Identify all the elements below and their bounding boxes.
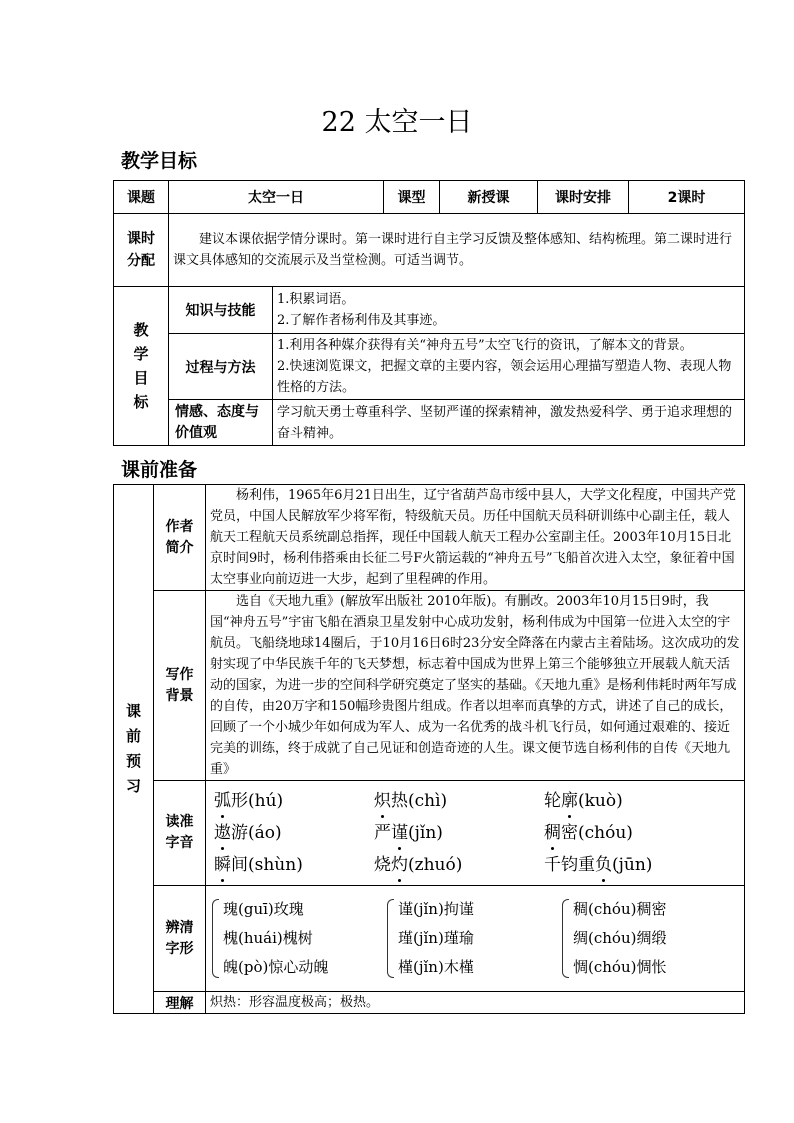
- prep-side-label: 课前预习: [114, 485, 154, 1014]
- understand-text: 炽热：形容温度极高；极热。: [206, 992, 745, 1014]
- reading-item: 弧形(hú): [214, 787, 374, 815]
- background-label: 写作背景: [154, 591, 206, 781]
- prep-table: [113, 484, 745, 1014]
- schedule-label: 课时安排: [538, 181, 629, 214]
- brace-icon: [212, 899, 219, 978]
- background-text: 选自《天地九重》(解放军出版社 2010年版)。有删改。2003年10月15日9时，我国“神舟五号”宇宙飞船在酒泉卫星发射中心成功发射，杨利伟成为中国第一位进入太空的宇航员。飞船绕地球14圈后，于10月16日6时23分安全降落在内蒙古主着陆场。这次成功的发射实现了中华民族千年的飞天梦想，标志着中国成为世界上第三个能够独立开展载人航天活动的国家，为进一步的空间科学研究奠定了坚实的基础。《天地九重》是杨利伟耗时两年写成的自传，由20万字和150幅珍贵图片组成。作者以坦率而真挚的方式，讲述了自己的成长，回顾了一个小城少年如何成为军人、成为一名优秀的战斗机飞行员，如何通过艰难的、接近完美的训练，终于成就了自己见证和创造奇迹的人生。课文便节选自杨利伟的自传《天地九重》: [206, 591, 745, 781]
- objective-knowledge: [273, 287, 745, 334]
- char-group: [212, 895, 387, 982]
- objective-line: 2.快速浏览课文，把握文章的主要内容，领会运用心理描写塑造人物、表现人物性格的方法。: [277, 359, 732, 395]
- author-label: 作者简介: [154, 485, 206, 591]
- reading-item: 稠密(chóu): [544, 819, 714, 847]
- char-item: 谨(jǐn)拘谨: [398, 900, 474, 918]
- objective-label-knowledge: 知识与技能: [169, 287, 273, 334]
- char-item: 稠(chóu)稠密: [573, 900, 667, 918]
- char-item: 魄(pò)惊心动魄: [223, 958, 329, 976]
- char-item: 惆(chóu)惆怅: [573, 958, 667, 976]
- char-group: [562, 895, 737, 982]
- objectives-label: 教学目标: [114, 287, 169, 446]
- author-text: 杨利伟，1965年6月21日出生，辽宁省葫芦岛市绥中县人，大学文化程度，中国共产党党员，中国人民解放军少将军衔，特级航天员。历任中国航天员科研训练中心副主任，载人航天工程航天员系统副总指挥，现任中国载人航天工程办公室副主任。2003年10月15日北京时间9时，杨利伟搭乘由长征二号F火箭运载的“神舟五号”飞船首次进入太空，象征着中国太空事业向前迈进一大步，起到了里程碑的作用。: [206, 485, 745, 591]
- topic-value: 太空一日: [169, 181, 384, 214]
- schedule-value: 2课时: [629, 181, 745, 214]
- understand-label: 理解: [154, 992, 206, 1014]
- reading-item: 瞬间(shùn): [214, 851, 374, 879]
- reading-item: 严谨(jǐn): [374, 819, 544, 847]
- char-item: 槐(huái)槐树: [223, 929, 313, 947]
- objective-label-process: 过程与方法: [169, 334, 273, 400]
- goals-table: [113, 180, 745, 446]
- topic-label: 课题: [114, 181, 169, 214]
- distinguish-groups: [206, 891, 744, 986]
- distinguish-cell: [206, 886, 745, 992]
- char-item: 绸(chóu)绸缎: [573, 929, 667, 947]
- char-item: 槿(jǐn)木槿: [398, 958, 474, 976]
- reading-cell: [206, 781, 745, 886]
- reading-item: 烧灼(zhuó): [374, 851, 544, 879]
- section-heading-prep: 课前准备: [121, 459, 198, 481]
- section-heading-goals: 教学目标: [121, 150, 198, 172]
- char-item: 瑾(jǐn)瑾瑜: [398, 929, 474, 947]
- type-label: 课型: [384, 181, 440, 214]
- allocation-text: 建议本课依据学情分课时。第一课时进行自主学习反馈及整体感知、结构梳理。第二课时进行课文具体感知的交流展示及当堂检测。可适当调节。: [169, 214, 745, 287]
- char-group: [387, 895, 562, 982]
- distinguish-label: 辨清字形: [154, 886, 206, 992]
- reading-item: 遨游(áo): [214, 819, 374, 847]
- reading-grid: [206, 781, 744, 885]
- objective-label-emotion: 情感、态度与价值观: [169, 400, 273, 446]
- objective-emotion: 学习航天勇士尊重科学、坚韧严谨的探索精神，激发热爱科学、勇于追求理想的奋斗精神。: [273, 400, 745, 446]
- page-title: 22 太空一日: [321, 107, 473, 138]
- objective-process: [273, 334, 745, 400]
- objective-line: 1.积累词语。: [277, 292, 355, 307]
- char-item: 瑰(guī)玫瑰: [223, 900, 304, 918]
- objective-line: 1.利用各种媒介获得有关“神舟五号”太空飞行的资讯，了解本文的背景。: [277, 338, 693, 353]
- reading-item: 千钧重负(jūn): [544, 851, 714, 879]
- brace-icon: [562, 899, 569, 978]
- reading-item: 轮廓(kuò): [544, 787, 714, 815]
- type-value: 新授课: [440, 181, 538, 214]
- objective-line: 2.了解作者杨利伟及其事迹。: [277, 313, 446, 328]
- reading-item: 炽热(chì): [374, 787, 544, 815]
- brace-icon: [387, 899, 394, 978]
- reading-label: 读准字音: [154, 781, 206, 886]
- allocation-label: 课时分配: [114, 214, 169, 287]
